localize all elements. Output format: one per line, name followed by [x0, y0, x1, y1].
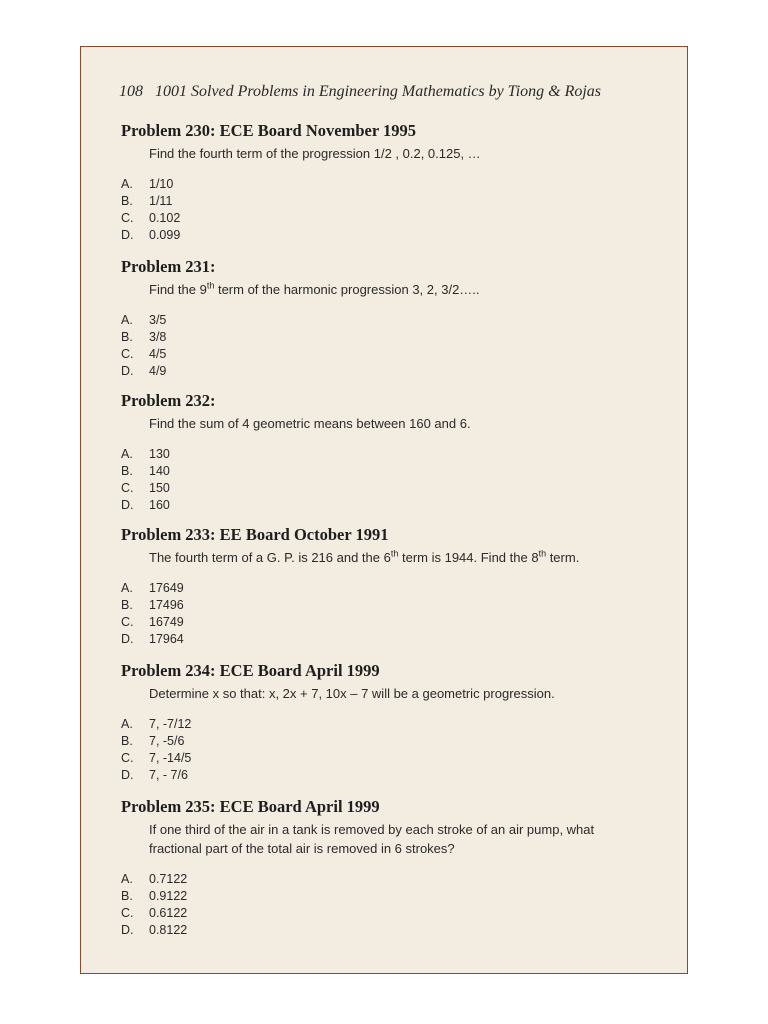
choice-d	[121, 227, 669, 244]
choice-text: 3/8	[149, 330, 167, 344]
choice-a	[121, 871, 649, 888]
choice-a	[121, 580, 669, 597]
choice-letter: B.	[121, 598, 133, 612]
choice-text: 7, -14/5	[149, 751, 192, 765]
choice-text: 0.6122	[149, 906, 188, 920]
problem-question	[149, 820, 649, 858]
question-text: Find the 9	[149, 282, 207, 297]
problem-235	[121, 797, 649, 939]
problem-question	[149, 280, 669, 299]
choice-text: 16749	[149, 615, 184, 629]
problem-question	[149, 548, 669, 567]
choice-a	[121, 312, 669, 329]
choice-letter: C.	[121, 347, 134, 361]
choice-text: 4/5	[149, 347, 167, 361]
problem-230	[121, 121, 669, 244]
choice-text: 0.9122	[149, 889, 188, 903]
problem-question	[149, 144, 669, 163]
choice-letter: A.	[121, 717, 133, 731]
choice-text: 130	[149, 447, 170, 461]
choice-text: 3/5	[149, 313, 167, 327]
problem-234	[121, 661, 669, 784]
choice-letter: B.	[121, 734, 133, 748]
choice-text: 17964	[149, 632, 184, 646]
choice-letter: D.	[121, 632, 134, 646]
choice-text: 160	[149, 498, 170, 512]
choice-a	[121, 446, 669, 463]
question-text: term is 1944. Find the 8	[398, 550, 539, 565]
choice-text: 140	[149, 464, 170, 478]
question-text: term of the harmonic progression 3, 2, 3/2…..	[214, 282, 480, 297]
choice-b	[121, 597, 669, 614]
choice-text: 7, -5/6	[149, 734, 185, 748]
choice-c	[121, 210, 669, 227]
choice-text: 0.102	[149, 211, 181, 225]
choice-letter: C.	[121, 481, 134, 495]
choice-text: 4/9	[149, 364, 167, 378]
problem-title: Problem 234: ECE Board April 1999	[121, 661, 380, 680]
choice-text: 7, - 7/6	[149, 768, 188, 782]
question-text: Find the sum of 4 geometric means between 160 and 6.	[149, 416, 471, 431]
choice-c	[121, 614, 669, 631]
choice-d	[121, 922, 649, 939]
choice-list	[121, 716, 669, 784]
choice-list	[121, 580, 669, 648]
choice-letter: A.	[121, 313, 133, 327]
choice-letter: B.	[121, 464, 133, 478]
choice-list	[121, 176, 669, 244]
problem-title: Problem 231:	[121, 257, 216, 276]
choice-text: 7, -7/12	[149, 717, 192, 731]
superscript: th	[390, 548, 399, 559]
choice-letter: C.	[121, 906, 134, 920]
choice-text: 1/10	[149, 177, 174, 191]
choice-d	[121, 767, 669, 784]
choice-c	[121, 480, 669, 497]
choice-c	[121, 905, 649, 922]
page-header	[119, 83, 601, 101]
choice-list	[121, 446, 669, 514]
choice-letter: D.	[121, 768, 134, 782]
choice-b	[121, 193, 669, 210]
problem-question	[149, 684, 669, 703]
problem-title: Problem 233: EE Board October 1991	[121, 525, 389, 544]
page-number: 108	[119, 83, 143, 100]
choice-text: 0.8122	[149, 923, 188, 937]
choice-letter: C.	[121, 211, 134, 225]
choice-letter: C.	[121, 615, 134, 629]
choice-letter: D.	[121, 364, 134, 378]
choice-b	[121, 888, 649, 905]
problem-title: Problem 230: ECE Board November 1995	[121, 121, 416, 140]
choice-letter: A.	[121, 447, 133, 461]
problem-233	[121, 525, 669, 648]
question-text: Determine x so that: x, 2x + 7, 10x – 7 will be a geometric progression.	[149, 686, 555, 701]
superscript: th	[538, 548, 547, 559]
choice-letter: D.	[121, 228, 134, 242]
problem-question	[149, 414, 669, 433]
choice-d	[121, 363, 669, 380]
choice-list	[121, 871, 649, 939]
choice-b	[121, 733, 669, 750]
choice-b	[121, 329, 669, 346]
choice-text: 0.7122	[149, 872, 188, 886]
choice-letter: A.	[121, 872, 133, 886]
book-page	[80, 46, 688, 974]
choice-c	[121, 750, 669, 767]
problem-title: Problem 235: ECE Board April 1999	[121, 797, 380, 816]
choice-list	[121, 312, 669, 380]
choice-letter: C.	[121, 751, 134, 765]
choice-d	[121, 497, 669, 514]
question-text: The fourth term of a G. P. is 216 and the 6	[149, 550, 391, 565]
problem-232	[121, 391, 669, 514]
choice-text: 0.099	[149, 228, 181, 242]
choice-letter: B.	[121, 194, 133, 208]
choice-a	[121, 716, 669, 733]
choice-c	[121, 346, 669, 363]
question-text: Find the fourth term of the progression 1/2 , 0.2, 0.125, …	[149, 146, 481, 161]
choice-letter: A.	[121, 177, 133, 191]
problem-231	[121, 257, 669, 380]
choice-text: 150	[149, 481, 170, 495]
choice-a	[121, 176, 669, 193]
problem-title: Problem 232:	[121, 391, 216, 410]
choice-d	[121, 631, 669, 648]
choice-letter: B.	[121, 330, 133, 344]
choice-text: 17496	[149, 598, 184, 612]
choice-letter: D.	[121, 498, 134, 512]
choice-letter: B.	[121, 889, 133, 903]
choice-letter: D.	[121, 923, 134, 937]
question-text: If one third of the air in a tank is removed by each stroke of an air pump, what fractional part of the total air is removed in 6 strokes?	[149, 822, 595, 856]
question-text: term.	[546, 550, 580, 565]
superscript: th	[206, 280, 215, 291]
choice-b	[121, 463, 669, 480]
choice-letter: A.	[121, 581, 133, 595]
choice-text: 17649	[149, 581, 184, 595]
choice-text: 1/11	[149, 194, 173, 208]
book-title: 1001 Solved Problems in Engineering Mathematics by Tiong & Rojas	[155, 83, 602, 100]
